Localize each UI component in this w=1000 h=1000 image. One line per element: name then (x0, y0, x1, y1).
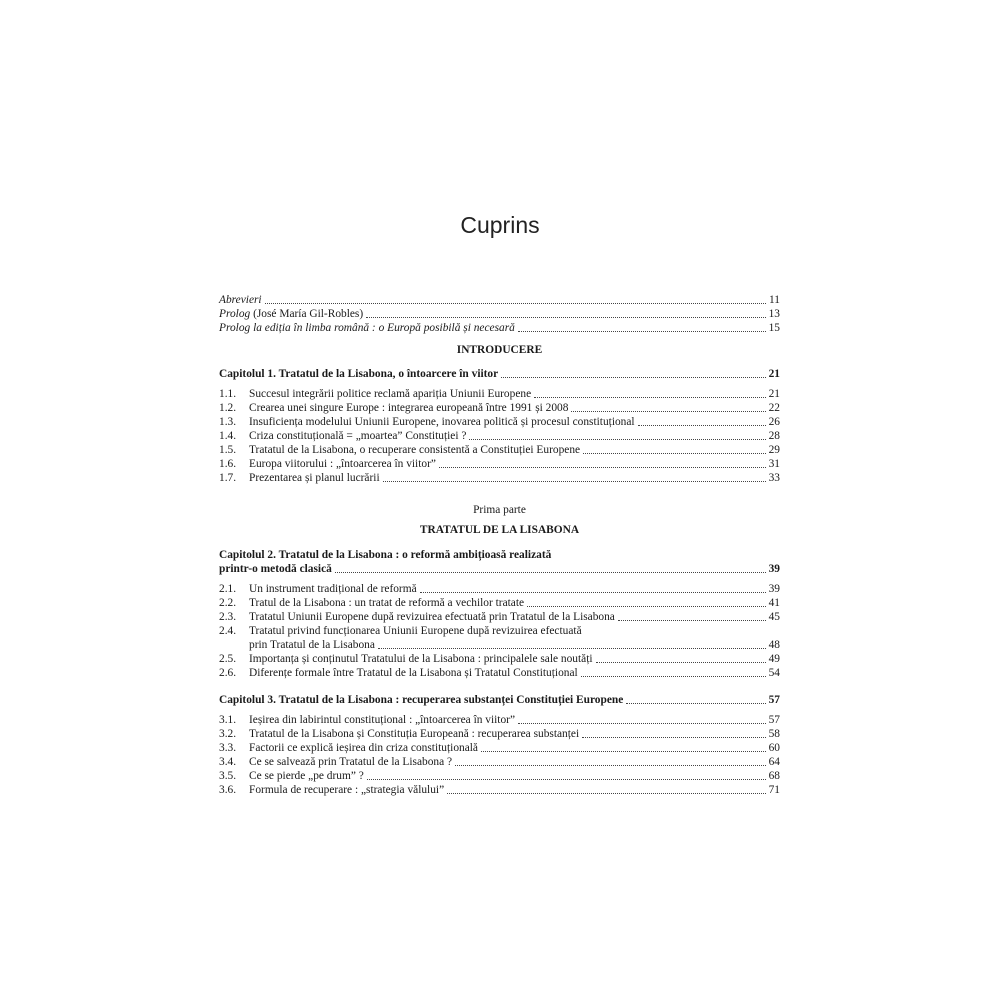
chapter-title: Capitolul 1. Tratatul de la Lisabona, o întoarcere în viitor (219, 368, 499, 380)
entry-number: 2.4. (219, 625, 237, 637)
page-number: 33 (768, 472, 780, 484)
page-number: 31 (768, 458, 780, 470)
entry-title: Prezentarea și planul lucrării (249, 472, 380, 484)
section-heading-part1: TRATATUL DE LA LISABONA (419, 524, 580, 536)
toc-chapter-1[interactable] (219, 367, 780, 381)
leader-dots (527, 606, 766, 607)
leader-dots (455, 765, 766, 766)
page-title: Cuprins (460, 212, 540, 238)
toc-entry-2-4[interactable] (219, 638, 780, 652)
page-number: 48 (768, 639, 780, 651)
toc-entry-prolog-romana[interactable] (219, 321, 780, 335)
toc-entry[interactable] (219, 401, 780, 415)
leader-dots (581, 676, 766, 677)
leader-dots (439, 467, 766, 468)
leader-dots (582, 737, 765, 738)
entry-number: 3.5. (219, 770, 237, 782)
entry-author: (José María Gil-Robles) (250, 308, 364, 320)
entry-title: Ce se salvează prin Tratatul de la Lisabona ? (249, 756, 453, 768)
entry-number: 2.3. (219, 611, 237, 623)
toc-entry[interactable] (219, 443, 780, 457)
entry-number: 1.1. (219, 388, 237, 400)
leader-dots (366, 317, 765, 318)
toc-entry[interactable] (219, 666, 780, 680)
toc-entry-prolog[interactable] (219, 307, 780, 321)
page-number: 57 (768, 694, 780, 706)
entry-number: 1.4. (219, 430, 237, 442)
toc-entry[interactable] (219, 596, 780, 610)
leader-dots (501, 377, 765, 378)
entry-title: Succesul integrării politice reclamă apariția Uniunii Europene (249, 388, 532, 400)
entry-title-cont: prin Tratatul de la Lisabona (249, 639, 375, 651)
entry-title: Tratatul de la Lisabona, o recuperare consistentă a Constituției Europene (249, 444, 581, 456)
chapter-title: Capitolul 3. Tratatul de la Lisabona : recuperarea substanței Constituției Europene (219, 694, 624, 706)
toc-entry[interactable] (219, 457, 780, 471)
entry-number: 1.5. (219, 444, 237, 456)
leader-dots (618, 620, 766, 621)
toc-entry[interactable] (219, 429, 780, 443)
entry-number: 2.6. (219, 667, 237, 679)
page-number: 26 (768, 416, 780, 428)
table-of-contents (219, 293, 780, 797)
chapter-title-cont: printr-o metodă clasică (219, 563, 332, 575)
entry-title: Importanța și conținutul Tratatului de la Lisabona : principalele sale noutăți (249, 653, 593, 665)
leader-dots (583, 453, 766, 454)
toc-entry[interactable] (219, 713, 780, 727)
page-number: 39 (768, 583, 780, 595)
entry-title: Factorii ce explică ieșirea din criza constituțională (249, 742, 478, 754)
page-number: 21 (768, 368, 780, 380)
page-number: 21 (768, 388, 780, 400)
entry-title: Crearea unei singure Europe : integrarea europeană între 1991 și 2008 (249, 402, 569, 414)
leader-dots (518, 723, 766, 724)
page-number: 45 (768, 611, 780, 623)
toc-entry[interactable] (219, 387, 780, 401)
toc-entry[interactable] (219, 741, 780, 755)
leader-dots (534, 397, 765, 398)
toc-entry-2-4-line1[interactable] (219, 624, 780, 638)
entry-number: 3.4. (219, 756, 237, 768)
entry-title: Tratatul Uniunii Europene după revizuirea efectuată prin Tratatul de la Lisabona (249, 611, 615, 623)
toc-entry[interactable] (219, 769, 780, 783)
leader-dots (335, 572, 766, 573)
entry-title: Abrevieri (219, 294, 262, 306)
page-number: 49 (768, 653, 780, 665)
entry-number: 1.3. (219, 416, 237, 428)
toc-entry[interactable] (219, 727, 780, 741)
entry-title: Insuficiența modelului Uniunii Europene, inovarea politică și procesul constituțional (249, 416, 635, 428)
toc-chapter-2-line1[interactable]: Capitolul 2. Tratatul de la Lisabona : o reformă ambițioasă realizată (219, 549, 552, 561)
leader-dots (383, 481, 766, 482)
entry-title: Tratul de la Lisabona : un tratat de reformă a vechilor tratate (249, 597, 525, 609)
entry-title: Prolog (219, 308, 251, 320)
leader-dots (367, 779, 766, 780)
entry-number: 1.6. (219, 458, 237, 470)
leader-dots (638, 425, 766, 426)
page-number: 60 (768, 742, 780, 754)
entry-number: 3.1. (219, 714, 237, 726)
page-number: 22 (768, 402, 780, 414)
leader-dots (420, 592, 766, 593)
page-number: 64 (768, 756, 780, 768)
entry-title: Tratatul de la Lisabona și Constituția Europeană : recuperarea substanței (249, 728, 580, 740)
leader-dots (447, 793, 765, 794)
toc-entry[interactable] (219, 783, 780, 797)
page-number: 28 (768, 430, 780, 442)
page-number: 39 (768, 563, 780, 575)
entry-number: 2.2. (219, 597, 237, 609)
toc-entry-abrevieri[interactable] (219, 293, 780, 307)
toc-entry[interactable] (219, 610, 780, 624)
section-heading-introducere: INTRODUCERE (456, 344, 543, 356)
page-number: 15 (768, 322, 780, 334)
page-number: 57 (768, 714, 780, 726)
page-number: 29 (768, 444, 780, 456)
toc-entry[interactable] (219, 652, 780, 666)
entry-title: Formula de recuperare : „strategia vălului” (249, 784, 445, 796)
leader-dots (481, 751, 766, 752)
leader-dots (518, 331, 766, 332)
entry-title: Tratatul privind funcționarea Uniunii Europene după revizuirea efectuată (249, 625, 582, 637)
page-number: 11 (769, 294, 780, 306)
toc-entry[interactable] (219, 582, 780, 596)
entry-title: Europa viitorului : „întoarcerea în viitor” (249, 458, 436, 470)
entry-title: Ce se pierde „pe drum” ? (249, 770, 364, 782)
toc-entry[interactable] (219, 755, 780, 769)
page-number: 68 (768, 770, 780, 782)
entry-number: 1.2. (219, 402, 237, 414)
leader-dots (596, 662, 766, 663)
page-number: 13 (768, 308, 780, 320)
entry-title: Ieșirea din labirintul constituțional : „întoarcerea în viitor” (249, 714, 516, 726)
toc-chapter-2[interactable] (219, 562, 780, 576)
entry-title: Prolog la ediția în limba română : o Europă posibilă și necesară (219, 322, 515, 334)
page-number: 54 (768, 667, 780, 679)
entry-title: Diferențe formale între Tratatul de la Lisabona și Tratatul Constituțional (249, 667, 578, 679)
page-number: 58 (768, 728, 780, 740)
toc-entry[interactable] (219, 415, 780, 429)
leader-dots (469, 439, 765, 440)
entry-number: 2.5. (219, 653, 237, 665)
leader-dots (378, 648, 766, 649)
entry-title: Criza constituțională = „moartea” Constituției ? (249, 430, 467, 442)
leader-dots (265, 303, 766, 304)
part-label: Prima parte (473, 504, 526, 516)
leader-dots (571, 411, 765, 412)
entry-number: 3.2. (219, 728, 237, 740)
entry-number: 2.1. (219, 583, 237, 595)
leader-dots (626, 703, 765, 704)
page-number: 41 (768, 597, 780, 609)
entry-title: Un instrument tradițional de reformă (249, 583, 417, 595)
entry-number: 3.3. (219, 742, 237, 754)
entry-number: 3.6. (219, 784, 237, 796)
page-number: 71 (768, 784, 780, 796)
toc-entry[interactable] (219, 471, 780, 485)
entry-number: 1.7. (219, 472, 237, 484)
toc-chapter-3[interactable] (219, 693, 780, 707)
